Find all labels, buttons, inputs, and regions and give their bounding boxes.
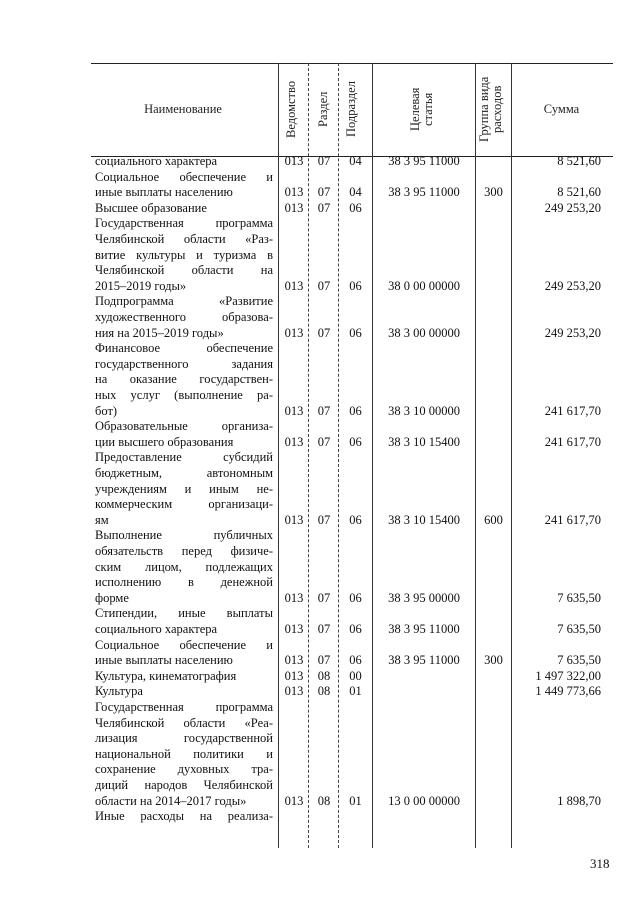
row-name-line: Предоставление субсидий	[95, 450, 273, 465]
row-podrazdel: 06	[349, 590, 362, 605]
row-vedomstvo: 013	[284, 622, 304, 636]
row-name-line: художественного образова-	[95, 310, 273, 324]
header-name: Наименование	[144, 102, 222, 116]
row-target-article: 13 0 00 00000	[388, 793, 460, 808]
row-name-line: ям	[95, 512, 109, 527]
row-name-line: Государственная программа	[95, 216, 273, 231]
page-number: 318	[590, 856, 610, 871]
row-sum: 241 617,70	[544, 434, 601, 449]
row-sum: 8 521,60	[557, 154, 601, 168]
row-sum: 1 449 773,66	[535, 684, 601, 699]
row-podrazdel: 01	[349, 793, 362, 808]
row-name-line: сохранение духовных тра-	[95, 762, 273, 777]
row-name-line: Образовательные организа-	[95, 419, 273, 434]
row-target-article: 38 3 95 11000	[388, 653, 460, 668]
row-sum: 1 497 322,00	[535, 668, 601, 683]
row-vedomstvo: 013	[284, 653, 304, 668]
column-divider-5	[475, 63, 476, 848]
row-vedomstvo: 013	[284, 793, 304, 808]
header-target-line-2: статья	[421, 92, 435, 126]
row-name-line: учреждениям и иным не-	[95, 481, 273, 496]
row-target-article: 38 3 10 15400	[388, 512, 460, 527]
row-name-line: диций народов Челябинской	[95, 778, 273, 792]
row-razdel: 07	[317, 653, 331, 668]
row-vedomstvo: 013	[284, 590, 304, 605]
row-expense-group: 600	[484, 512, 503, 527]
row-name-line: социального характера	[95, 622, 218, 636]
row-name-line: исполнению в денежной	[95, 575, 273, 590]
row-razdel: 08	[317, 793, 331, 808]
header-group-line-1: Группа вида	[477, 76, 491, 142]
row-sum: 241 617,70	[544, 512, 601, 527]
header-target-line-1: Целевая	[408, 87, 422, 131]
row-podrazdel: 04	[349, 154, 362, 168]
row-name-line: форме	[95, 590, 129, 605]
header-podrazdel: Подраздел	[344, 81, 358, 137]
header-target	[409, 72, 435, 146]
row-sum: 249 253,20	[544, 200, 601, 215]
row-razdel: 07	[317, 590, 331, 605]
row-name-line: Финансовое обеспечение	[95, 341, 273, 356]
row-podrazdel: 01	[349, 684, 362, 699]
row-name-line: Выполнение публичных	[95, 528, 273, 543]
row-name-line: Челябинской области «Реа-	[95, 715, 273, 730]
row-target-article: 38 3 95 11000	[388, 185, 460, 200]
row-vedomstvo: 013	[284, 325, 304, 340]
row-expense-group: 300	[484, 185, 503, 200]
row-podrazdel: 06	[349, 622, 362, 636]
header-razdel: Раздел	[316, 91, 330, 127]
row-target-article: 38 3 95 00000	[388, 590, 460, 605]
row-vedomstvo: 013	[284, 278, 304, 293]
row-sum: 241 617,70	[544, 403, 601, 418]
row-razdel: 07	[317, 185, 331, 200]
row-razdel: 07	[317, 434, 331, 449]
row-razdel: 07	[317, 512, 331, 527]
row-name-line: социального характера	[95, 154, 218, 168]
row-name-line: ния на 2015–2019 годы»	[95, 325, 224, 340]
row-vedomstvo: 013	[284, 200, 304, 215]
row-name-line: витие культуры и туризма в	[95, 247, 273, 262]
column-divider-3	[338, 63, 339, 848]
column-divider-6	[511, 63, 512, 848]
row-target-article: 38 3 95 11000	[388, 154, 460, 168]
row-sum: 8 521,60	[557, 185, 601, 200]
header-group	[478, 66, 504, 152]
column-divider-2	[308, 63, 309, 848]
column-divider-1	[278, 63, 279, 848]
header-group-line-2: расходов	[490, 85, 504, 133]
row-expense-group: 300	[484, 653, 503, 668]
row-target-article: 38 3 00 00000	[388, 325, 460, 340]
row-name-line: обязательств перед физиче-	[95, 544, 273, 558]
row-podrazdel: 06	[349, 200, 362, 215]
row-sum: 7 635,50	[557, 590, 601, 605]
row-podrazdel: 00	[349, 668, 362, 683]
row-razdel: 07	[317, 154, 331, 168]
row-name-line: Социальное обеспечение и	[95, 169, 273, 184]
row-vedomstvo: 013	[284, 684, 304, 699]
row-razdel: 07	[317, 403, 331, 418]
header-sum: Сумма	[543, 102, 580, 116]
row-name-line: Высшее образование	[95, 200, 207, 215]
row-vedomstvo: 013	[284, 403, 304, 418]
row-target-article: 38 3 10 15400	[388, 434, 460, 449]
row-podrazdel: 04	[349, 185, 362, 200]
row-sum: 249 253,20	[544, 325, 601, 340]
row-razdel: 07	[317, 325, 331, 340]
row-name-line: на оказание государствен-	[95, 372, 273, 387]
row-razdel: 07	[317, 200, 331, 215]
row-vedomstvo: 013	[284, 154, 304, 168]
row-name-line: иные выплаты населению	[95, 653, 233, 668]
row-name-line: Челябинской области на	[95, 263, 273, 278]
row-name-line: Подпрограмма «Развитие	[95, 294, 273, 309]
header-vedomstvo: Ведомство	[284, 80, 298, 138]
row-name-line: Социальное обеспечение и	[95, 637, 273, 652]
row-name-line: 2015–2019 годы»	[95, 278, 187, 293]
row-podrazdel: 06	[349, 434, 362, 449]
row-name-line: ных услуг (выполнение ра-	[95, 388, 273, 402]
row-name-line: Челябинской области «Раз-	[95, 232, 273, 246]
row-name-line: лизация государственной	[95, 731, 273, 746]
row-podrazdel: 06	[349, 403, 362, 418]
row-name-line: ским лицом, подлежащих	[95, 559, 273, 574]
row-vedomstvo: 013	[284, 185, 304, 200]
row-name-line: Культура	[95, 684, 143, 699]
row-vedomstvo: 013	[284, 434, 304, 449]
column-divider-4	[372, 63, 373, 848]
row-name-line: государственного задания	[95, 356, 273, 371]
row-name-line: иные выплаты населению	[95, 185, 233, 200]
row-sum: 7 635,50	[557, 653, 601, 668]
row-razdel: 07	[317, 622, 331, 636]
row-target-article: 38 0 00 00000	[388, 278, 460, 293]
row-name-line: Стипендии, иные выплаты	[95, 606, 273, 621]
row-razdel: 08	[317, 684, 331, 699]
row-name-line: ции высшего образования	[95, 434, 234, 449]
row-podrazdel: 06	[349, 278, 362, 293]
row-sum: 1 898,70	[557, 793, 601, 808]
row-podrazdel: 06	[349, 653, 362, 668]
row-sum: 249 253,20	[544, 278, 601, 293]
row-name-line: области на 2014–2017 годы»	[95, 793, 247, 808]
row-podrazdel: 06	[349, 512, 362, 527]
row-razdel: 08	[317, 668, 331, 683]
row-vedomstvo: 013	[284, 512, 304, 527]
row-target-article: 38 3 10 00000	[388, 403, 460, 418]
row-name-line: коммерческим организаци-	[95, 497, 273, 512]
row-razdel: 07	[317, 278, 331, 293]
row-name-line: национальной политики и	[95, 746, 273, 761]
row-name-line: бюджетным, автономным	[95, 466, 273, 480]
row-podrazdel: 06	[349, 325, 362, 340]
row-sum: 7 635,50	[557, 622, 601, 636]
row-name-line: Государственная программа	[95, 700, 273, 714]
row-target-article: 38 3 95 11000	[388, 622, 460, 636]
row-vedomstvo: 013	[284, 668, 304, 683]
row-name-line: Культура, кинематография	[95, 668, 237, 683]
row-name-line: бот)	[95, 403, 118, 418]
row-name-line: Иные расходы на реализа-	[95, 809, 273, 824]
